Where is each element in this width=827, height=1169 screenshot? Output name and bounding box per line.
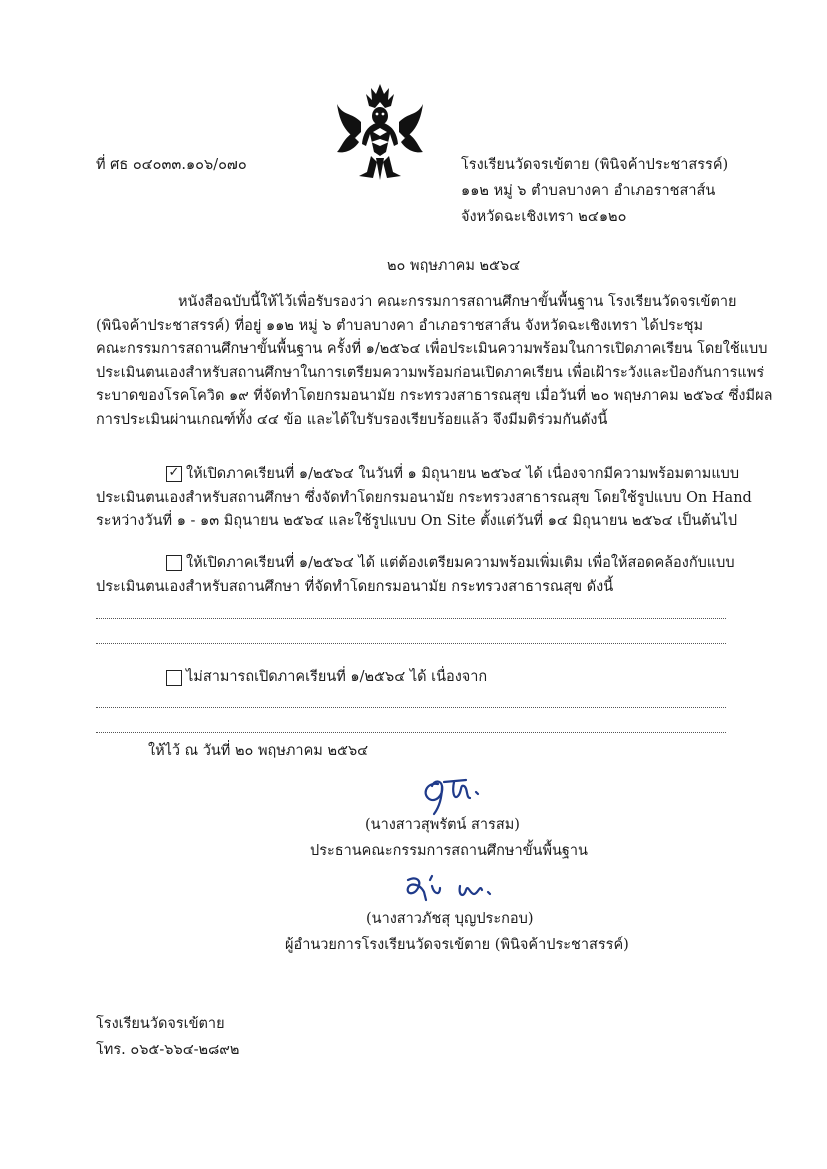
intro-paragraph	[96, 291, 773, 433]
intro-line: (พินิจค้าประชาสรรค์) ที่อยู่ ๑๑๒ หมู่ ๖ ตำบลบางคา อำเภอราชสาส์น จังหวัดฉะเชิงเทรา ได้ประชุม	[96, 317, 704, 334]
dotted-line	[96, 732, 726, 733]
check-mark-icon: ✓	[168, 465, 180, 480]
option2-line: ให้เปิดภาคเรียนที่ ๑/๒๕๖๔ ได้ แต่ต้องเตรียมความพร้อมเพิ่มเติม เพื่อให้สอดคล้องกับแบบ	[186, 555, 735, 571]
document-date: ๒๐ พฤษภาคม ๒๕๖๔	[387, 258, 521, 274]
school-address-line2: จังหวัดฉะเชิงเทรา ๒๔๑๒๐	[461, 209, 627, 225]
intro-line: ระบาดของโรคโควิด ๑๙ ที่จัดทำโดยกรมอนามัย กระทรวงสาธารณสุข เมื่อวันที่ ๒๐ พฤษภาคม ๒๕๖๔ ซึ่งมีผล	[96, 388, 773, 405]
option1-line: ประเมินตนเองสำหรับสถานศึกษา ซึ่งจัดทำโดยกรมอนามัย กระทรวงสาธารณสุข โดยใช้รูปแบบ On Hand	[96, 489, 752, 506]
given-date: ให้ไว้ ณ วันที่ ๒๐ พฤษภาคม ๒๕๖๔	[148, 743, 369, 759]
intro-line: ประเมินตนเองสำหรับสถานศึกษาในการเตรียมความพร้อมก่อนเปิดภาคเรียน เพื่อเฝ้าระวังและป้องกันการแพร่	[96, 364, 765, 381]
option2-line: ประเมินตนเองสำหรับสถานศึกษา ที่จัดทำโดยกรมอนามัย กระทรวงสาธารณสุข ดังนี้	[96, 578, 614, 595]
signer2-name: (นางสาวภัชสุ บุญประกอบ)	[366, 911, 534, 927]
school-address-line1: ๑๑๒ หมู่ ๖ ตำบลบางคา อำเภอราชสาส์น	[461, 183, 716, 199]
intro-line: หนังสือฉบับนี้ให้ไว้เพื่อรับรองว่า คณะกรรมการสถานศึกษาขั้นพื้นฐาน โรงเรียนวัดจรเข้ตาย	[178, 294, 737, 310]
option1-line: ให้เปิดภาคเรียนที่ ๑/๒๕๖๔ ในวันที่ ๑ มิถุนายน ๒๕๖๔ ได้ เนื่องจากมีความพร้อมตามแบบ	[186, 466, 740, 482]
intro-line: คณะกรรมการสถานศึกษาขั้นพื้นฐาน ครั้งที่ ๑/๒๕๖๔ เพื่อประเมินความพร้อมในการเปิดภาคเรียน โดยใช้แบบ	[96, 341, 768, 358]
footer-school: โรงเรียนวัดจรเข้ตาย	[96, 1016, 225, 1032]
handwritten-signature	[414, 772, 494, 818]
signer1-name: (นางสาวสุพรัตน์ สารสม)	[365, 817, 520, 833]
signer2-position: ผู้อำนวยการโรงเรียนวัดจรเข้ตาย (พินิจค้าประชาสรรค์)	[285, 937, 629, 953]
option1-line: ระหว่างวันที่ ๑ - ๑๓ มิถุนายน ๒๕๖๔ และใช้รูปแบบ On Site ตั้งแต่วันที่ ๑๔ มิถุนายน ๒๕๖๔ เป็นต้นไป	[96, 513, 738, 530]
option3-line: ไม่สามารถเปิดภาคเรียนที่ ๑/๒๕๖๔ ได้ เนื่องจาก	[186, 669, 488, 685]
dotted-line	[96, 643, 726, 644]
intro-line: การประเมินผ่านเกณฑ์ทั้ง ๔๔ ข้อ และได้ใบรับรองเรียบร้อยแล้ว จึงมีมติร่วมกันดังนี้	[96, 411, 608, 428]
footer-phone: โทร. ๐๖๕-๖๖๔-๒๘๙๒	[96, 1042, 240, 1058]
document-number: ที่ ศธ ๐๔๐๓๓.๑๐๖/๐๗๐	[96, 157, 247, 173]
school-name-header: โรงเรียนวัดจรเข้ตาย (พินิจค้าประชาสรรค์)	[461, 157, 729, 173]
signer1-position: ประธานคณะกรรมการสถานศึกษาขั้นพื้นฐาน	[310, 843, 588, 859]
garuda-emblem-icon	[333, 82, 427, 182]
option1-text	[96, 463, 752, 534]
option2-text	[96, 552, 736, 599]
handwritten-signature	[398, 872, 518, 908]
dotted-line	[96, 618, 726, 619]
option3-checkbox[interactable]	[166, 670, 182, 686]
dotted-line	[96, 707, 726, 708]
